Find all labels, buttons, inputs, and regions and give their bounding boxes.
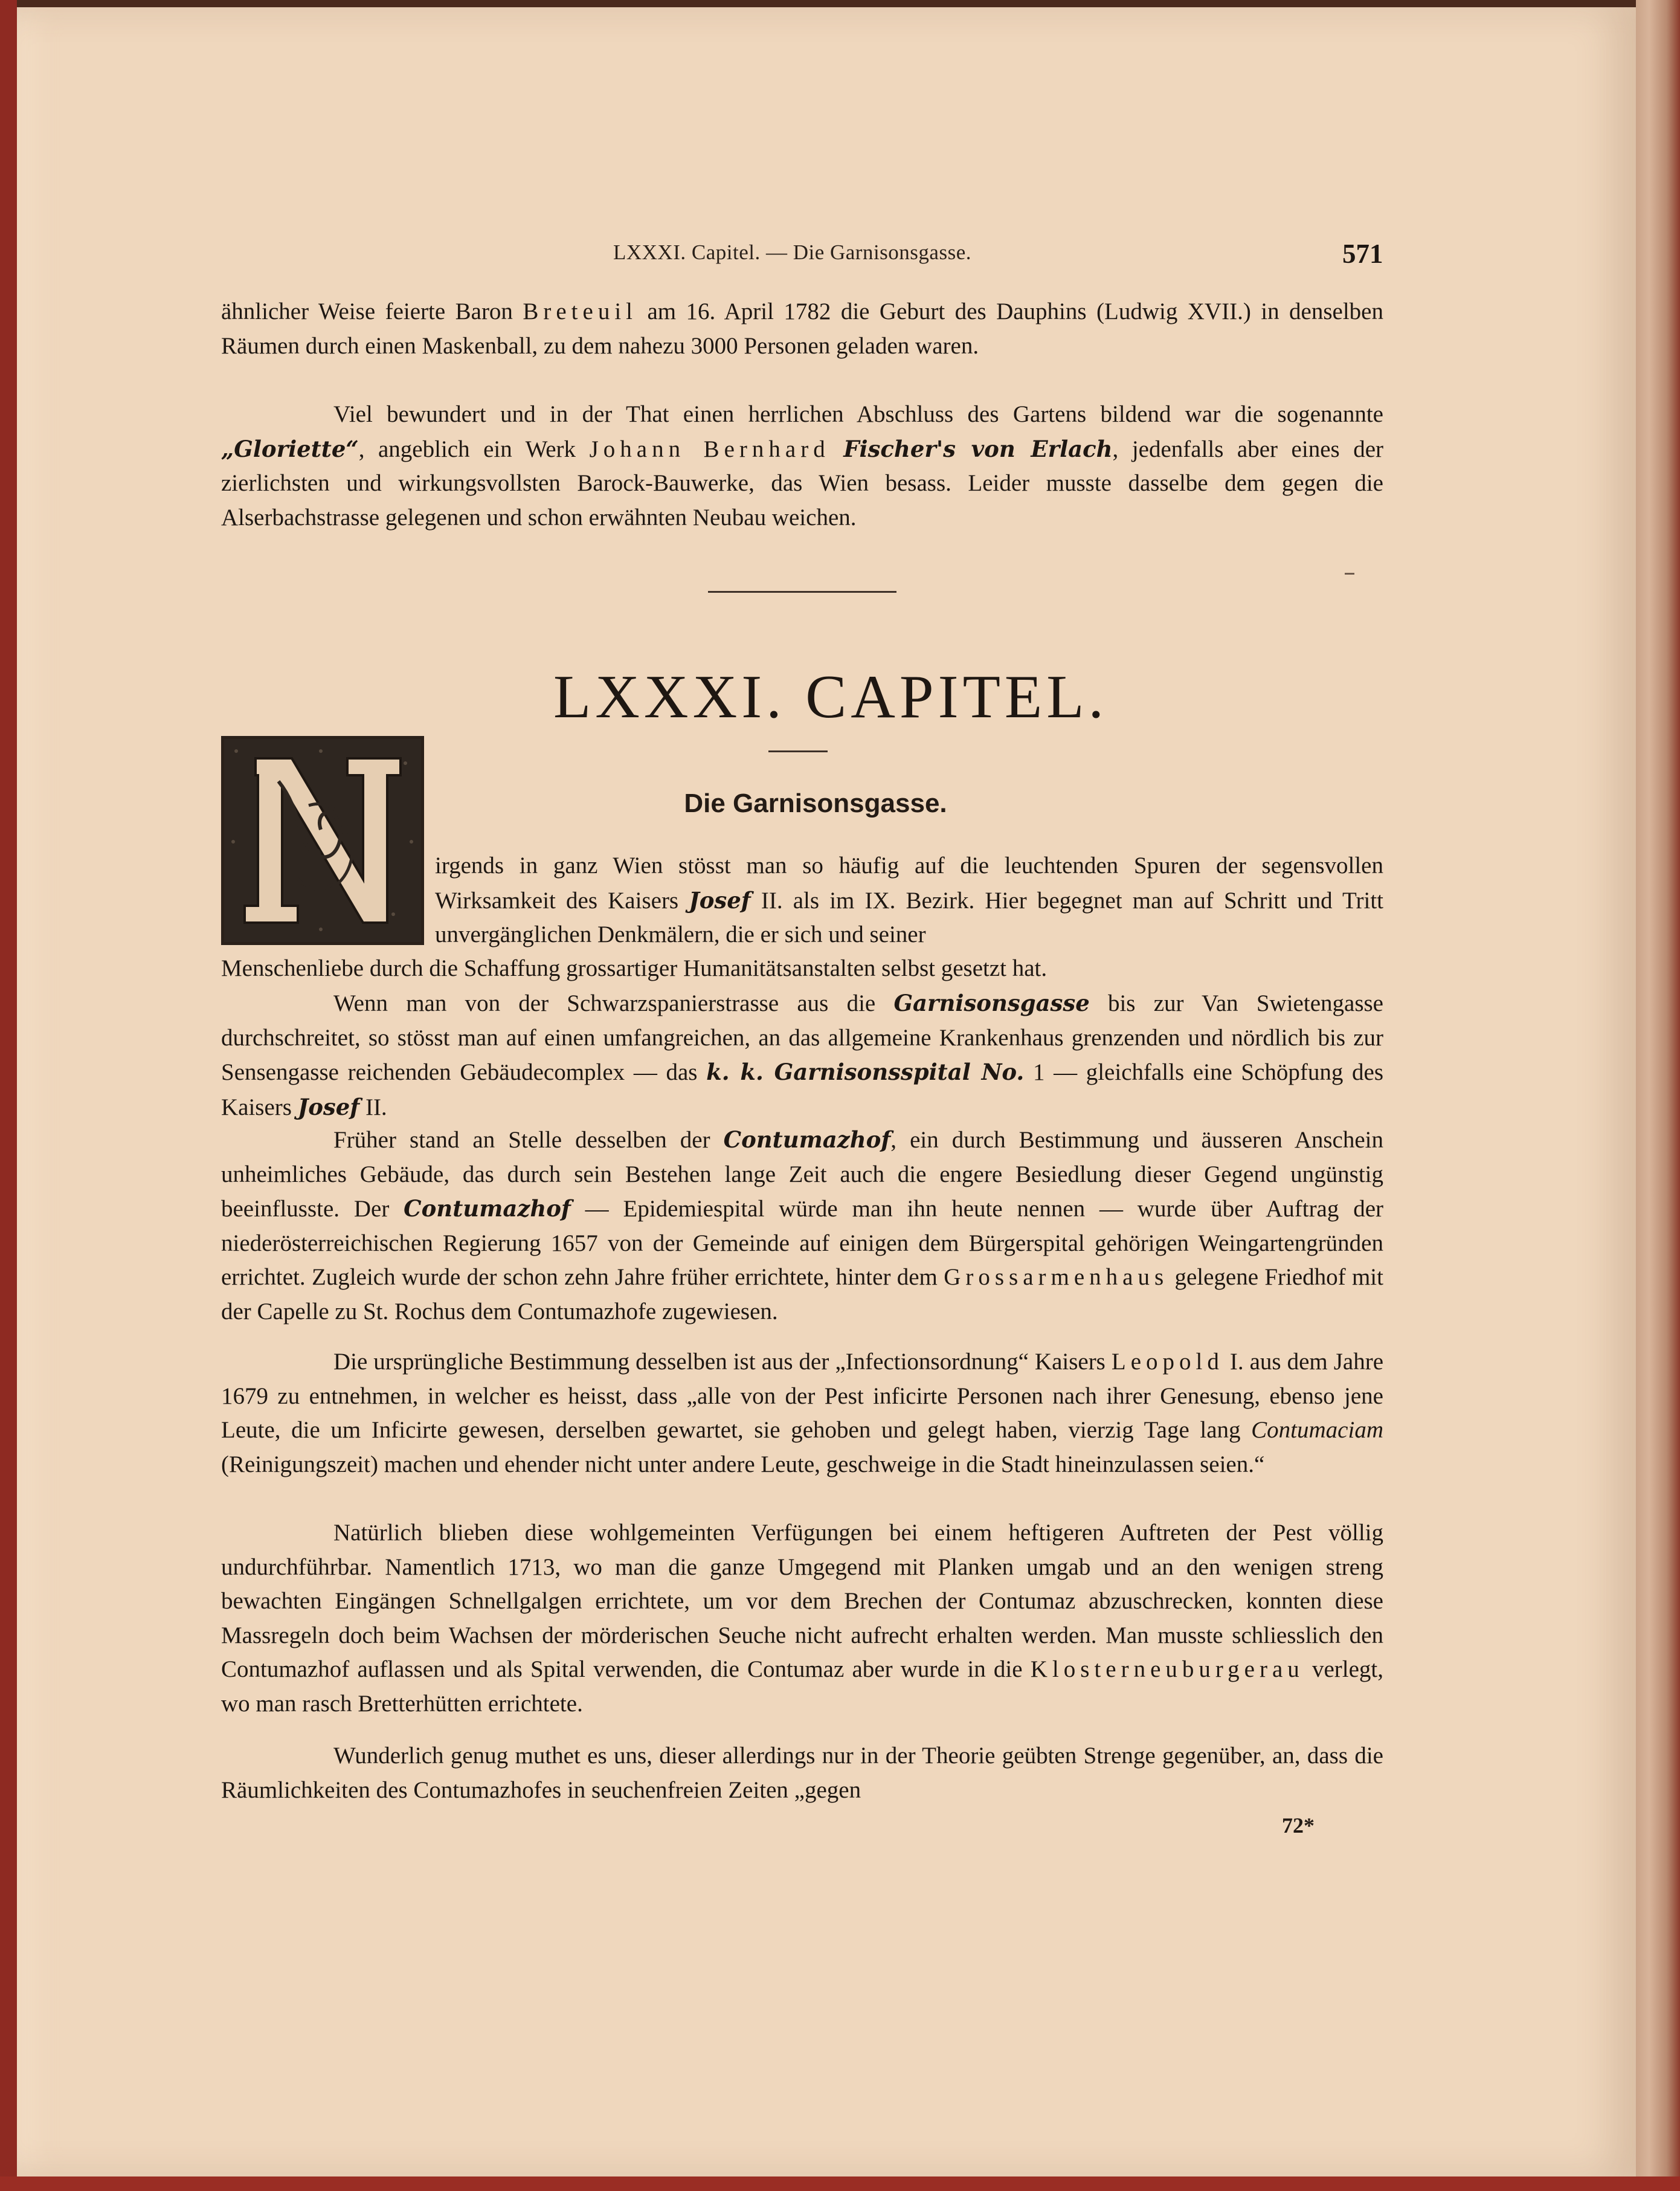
decorative-initial-n <box>221 736 424 945</box>
margin-mark <box>1345 573 1354 575</box>
title-rule <box>768 750 828 752</box>
chapter-title: LXXXI. CAPITEL. <box>553 663 1109 731</box>
signature-mark: 72* <box>1282 1813 1315 1838</box>
chapter-subtitle: Die Garnisonsgasse. <box>684 789 947 818</box>
paragraph-wunderlich: Wunderlich genug muthet es uns, dieser allerdings nur in der Theorie geübten Strenge gegenüber, an, dass die Räumlichkeiten des Contumazhofes in seuchenfreien Zeiten „gegen <box>221 1743 1383 1803</box>
paragraph-gloriette: Viel bewundert und in der That einen herrlichen Abschluss des Gartens bildend war die sogenannte „Gloriette“, angeblich ein Werk Johann Bernhard Fischer's von Erlach, jedenfalls aber eines der zierlichsten und wirkungsvollsten Barock-Bauwerke, das Wien besass. Leider musste dasselbe dem gegen die Alserbachstrasse gelegenen und schon erwähnten Neubau weichen. <box>221 401 1384 531</box>
paragraph-pest-1713: Natürlich blieben diese wohlgemeinten Verfügungen bei einem heftigeren Auftreten der Pest völlig undurchführbar. Namentlich 1713, wo man die ganze Umgegend mit Planken umgab und an den wenigen streng bewachten Eingängen Schnellgalgen errichtete, um vor dem Brechen der Contumaz abzuschrecken, konnten diese Massregeln doch beim Wachsen der mörderischen Seuche nicht aufrecht erhalten werden. Man musste schliesslich den Contumazhof auflassen und als Spital verwenden, die Contumaz aber wurde in die Klosterneuburgerau verlegt, wo man rasch Bretterhütten errichtete. <box>221 1520 1383 1717</box>
paragraph-contumazhof: Früher stand an Stelle desselben der Contumazhof, ein durch Bestimmung und äusseren Anschein unheimliches Gebäude, das durch sein Bestehen lange Zeit auch die engere Besiedlung dieser Gegend ungünstig beeinflusste. Der Contumazhof — Epidemiespital würde man ihn heute nennen — wurde über Auftrag der niederösterreichischen Regierung 1657 von der Gemeinde auf einigen dem Bürgerspital gehörigen Weingartengründen errichtet. Zugleich wurde der schon zehn Jahre früher errichtete, hinter dem Grossarmenhaus gelegene Friedhof mit der Capelle zu St. Rochus dem Contumazhofe zugewiesen. <box>221 1126 1384 1325</box>
paragraph-garnisonsspital: Wenn man von der Schwarzspanierstrasse aus die Garnisonsgasse bis zur Van Swietengasse durchschreitet, so stösst man auf einen umfangreichen, an das allgemeine Krankenhaus grenzenden und nördlich bis zur Sensengasse reichenden Gebäudecomplex — das k. k. Garnisonsspital No. 1 — gleichfalls eine Schöpfung des Kaisers Josef II. <box>221 990 1383 1120</box>
page-edge <box>1636 0 1680 2191</box>
section-divider <box>708 591 896 593</box>
binding-strip <box>0 0 17 2191</box>
paragraph-intro-rest: Menschenliebe durch die Schaffung grossartiger Humanitätsanstalten selbst gesetzt hat. <box>221 955 1048 981</box>
bottom-binding <box>0 2176 1680 2191</box>
paragraph-intro-hanging: irgends in ganz Wien stösst man so häufig auf die leuchtenden Spuren der segensvollen Wirksamkeit des Kaisers Josef II. als im IX. Bezirk. Hier begegnet man auf Schritt und Tritt unvergänglichen Denkmälern, die er sich und seiner <box>435 853 1383 948</box>
page-number: 571 <box>1342 239 1383 269</box>
initial-n-icon <box>224 739 421 942</box>
paragraph-infectionsordnung: Die ursprüngliche Bestimmung desselben ist aus der „Infectionsordnung“ Kaisers Leopold I. aus dem Jahre 1679 zu entnehmen, in welcher es heisst, dass „alle von der Pest inficirte Personen nach ihrer Genesung, ebenso jene Leute, die um Inficirte gewesen, derselben gewartet, sie gehoben und gelegt haben, vierzig Tage lang Contumaciam (Reinigungszeit) machen und ehender nicht unter andere Leute, geschweige in die Stadt hineinzulassen seien.“ <box>221 1349 1383 1477</box>
running-head: LXXXI. Capitel. — Die Garnisonsgasse. <box>613 240 971 264</box>
paragraph-breteuil: ähnlicher Weise feierte Baron Breteuil am 16. April 1782 die Geburt des Dauphins (Ludwig XVII.) in denselben Räumen durch einen Maskenball, zu dem nahezu 3000 Personen geladen waren. <box>221 298 1383 359</box>
